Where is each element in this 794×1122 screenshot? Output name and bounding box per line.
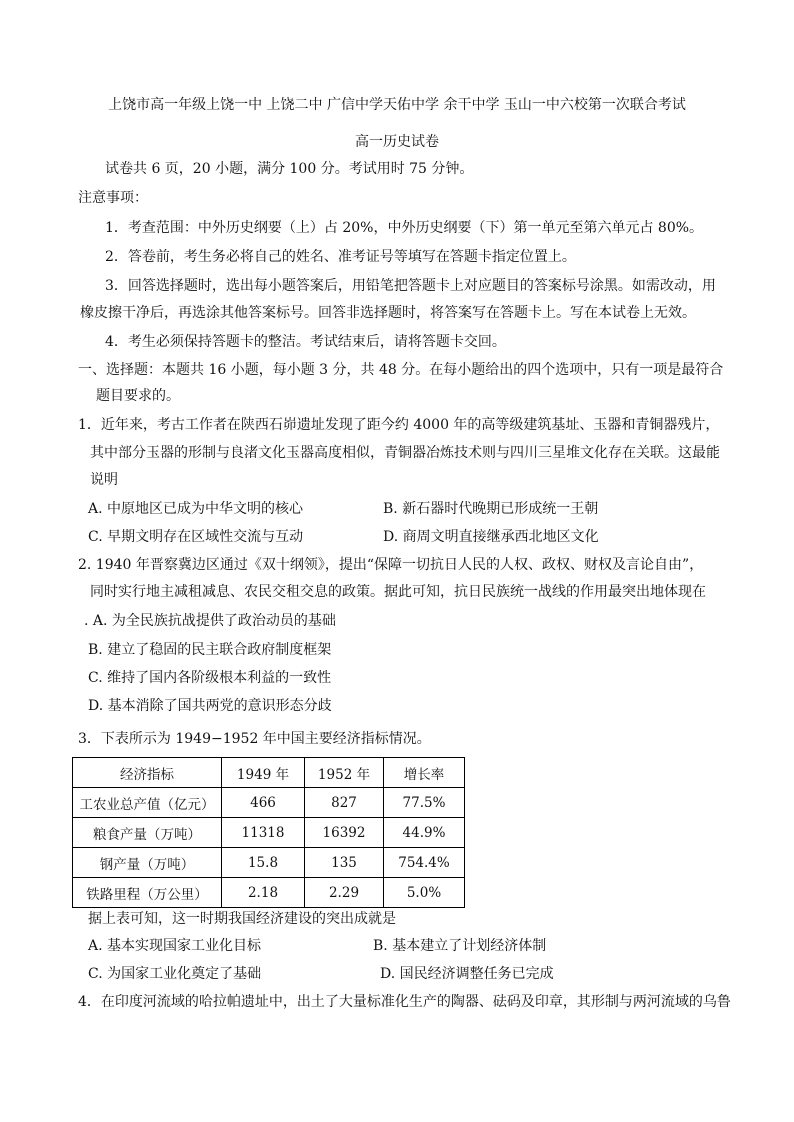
- table-header-row: [73, 758, 465, 788]
- question-2-option-d: D. 基本消除了国共两党的意识形态分歧: [88, 698, 332, 714]
- table-cell: 827: [305, 788, 384, 818]
- section-heading-cont: 题目要求的。: [96, 388, 180, 404]
- table-cell: 2.18: [222, 878, 305, 908]
- table-cell: 5.0%: [384, 878, 465, 908]
- table-cell: 粮食产量（万吨）: [73, 818, 222, 848]
- question-2-option-a: . A. 为全民族抗战提供了政治动员的基础: [84, 613, 336, 629]
- table-cell: 铁路里程（万公里）: [73, 878, 222, 908]
- table-cell: 工农业总产值（亿元）: [73, 788, 222, 818]
- question-2-stem: 同时实行地主减租减息、农民交租交息的政策。据此可知，抗日民族统一战线的作用最突出地体现在: [90, 584, 706, 600]
- question-1-stem: 其中部分玉器的形制与良渚文化玉器高度相似，青铜器冶炼技术则与四川三星堆文化存在关联。这最能: [90, 445, 720, 461]
- table-cell: 466: [222, 788, 305, 818]
- table-cell: 钢产量（万吨）: [73, 848, 222, 878]
- question-4-stem: 4．在印度河流域的哈拉帕遗址中，出土了大量标准化生产的陶器、砝码及印章，其形制与两河流域的乌鲁: [78, 994, 731, 1010]
- exam-title: 上饶市高一年级上饶一中 上饶二中 广信中学天佑中学 余干中学 玉山一中六校第一次联合考试: [108, 97, 686, 113]
- table-cell: 135: [305, 848, 384, 878]
- question-3-option-b: B. 基本建立了计划经济体制: [373, 938, 547, 954]
- question-3-option-a: A. 基本实现国家工业化目标: [88, 938, 262, 954]
- table-header-cell: 增长率: [384, 758, 465, 788]
- question-1-option-b: B. 新石器时代晚期已形成统一王朝: [383, 501, 599, 517]
- table-cell: 16392: [305, 818, 384, 848]
- table-cell: 15.8: [222, 848, 305, 878]
- table-row: [73, 878, 465, 908]
- notice-item: 1．考查范围：中外历史纲要（上）占 20%，中外历史纲要（下）第一单元至第六单元占 80%。: [105, 220, 704, 236]
- question-1-option-d: D. 商周文明直接继承西北地区文化: [383, 529, 599, 545]
- question-3-stem: 3．下表所示为 1949−1952 年中国主要经济指标情况。: [78, 731, 431, 747]
- question-1-option-c: C. 早期文明存在区域性交流与互动: [88, 529, 304, 545]
- notice-item: 4．考生必须保持答题卡的整洁。考试结束后，请将答题卡交回。: [105, 334, 506, 350]
- table-header-cell: 1949 年: [222, 758, 305, 788]
- question-2-option-b: B. 建立了稳固的民主联合政府制度框架: [88, 642, 332, 658]
- question-3-option-c: C. 为国家工业化奠定了基础: [88, 966, 262, 982]
- question-2-option-c: C. 维持了国内各阶级根本利益的一致性: [88, 670, 332, 686]
- exam-subtitle: 高一历史试卷: [355, 134, 439, 150]
- question-1-stem: 1．近年来，考古工作者在陕西石峁遗址发现了距今约 4000 年的高等级建筑基址、玉器和青铜器残片，: [78, 417, 720, 433]
- question-1-option-a: A. 中原地区已成为中华文明的核心: [88, 501, 304, 517]
- notice-item: 橡皮擦干净后，再选涂其他答案标号。回答非选择题时，将答案写在答题卡上。写在本试卷上无效。: [80, 305, 696, 321]
- table-cell: 77.5%: [384, 788, 465, 818]
- exam-intro: 试卷共 6 页，20 小题，满分 100 分。考试用时 75 分钟。: [105, 161, 474, 177]
- section-heading: 一、选择题：本题共 16 小题，每小题 3 分，共 48 分。在每小题给出的四个选项中，只有一项是最符合: [78, 362, 724, 378]
- table-row: [73, 788, 465, 818]
- table-header-cell: 经济指标: [73, 758, 222, 788]
- table-cell: 754.4%: [384, 848, 465, 878]
- notice-item: 3．回答选择题时，选出每小题答案后，用铅笔把答题卡上对应题目的答案标号涂黑。如需改动，用: [105, 278, 716, 294]
- table-header-cell: 1952 年: [305, 758, 384, 788]
- table-row: [73, 848, 465, 878]
- question-3-follow: 据上表可知，这一时期我国经济建设的突出成就是: [88, 911, 396, 927]
- notice-item: 2．答卷前，考生务必将自己的姓名、准考证号等填写在答题卡指定位置上。: [105, 249, 576, 265]
- table-row: [73, 818, 465, 848]
- question-2-stem: 2. 1940 年晋察冀边区通过《双十纲领》，提出“保障一切抗日人民的人权、政权、财权及言论自由”，: [78, 557, 704, 573]
- notice-heading: 注意事项：: [78, 190, 148, 206]
- table-cell: 11318: [222, 818, 305, 848]
- table-cell: 44.9%: [384, 818, 465, 848]
- question-3-option-d: D. 国民经济调整任务已完成: [380, 966, 554, 982]
- question-1-stem: 说明: [90, 472, 118, 488]
- table-cell: 2.29: [305, 878, 384, 908]
- economic-indicators-table: [72, 757, 465, 908]
